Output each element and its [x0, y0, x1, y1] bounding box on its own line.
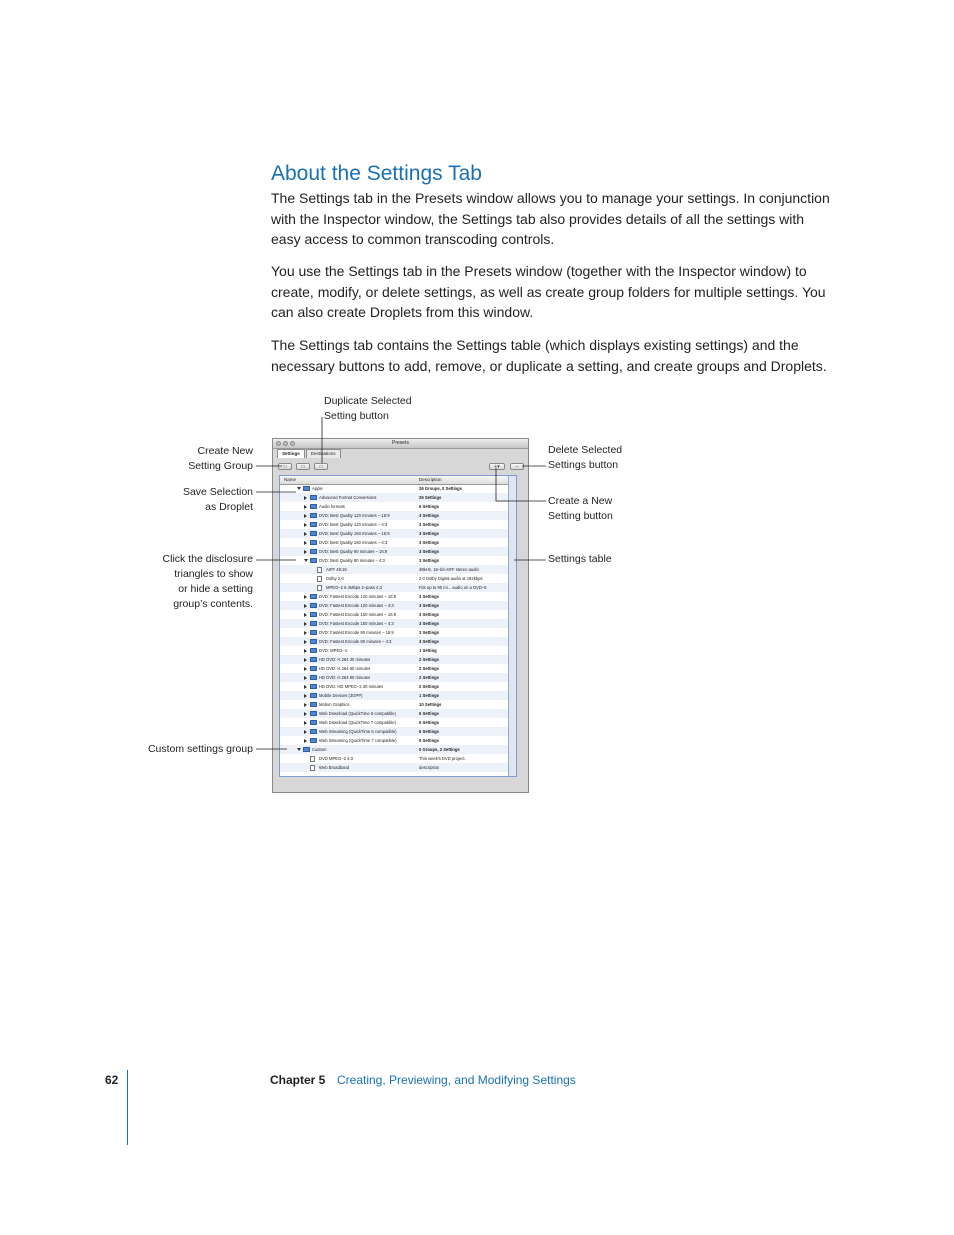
row-name: Web Broadband: [319, 765, 350, 770]
row-description: 3 Settings: [419, 612, 440, 617]
row-name: Web Streaming (QuickTime 6 compatible): [319, 729, 397, 734]
row-description: description: [419, 765, 440, 770]
row-name: DVD: Best Quality 120 minutes – 4:3: [319, 522, 388, 527]
column-description[interactable]: Description: [419, 477, 442, 482]
row-description: 3 Settings: [419, 549, 440, 554]
row-description: 26 Groups, 0 Settings: [419, 486, 463, 491]
callout-disclosure: Click the disclosure triangles to show or hide a setting group’s contents.: [162, 553, 253, 610]
row-name: DVD: Fastest Encode 120 minutes – 16:9: [319, 594, 397, 599]
row-name: DVD MPEG–2 4:3: [319, 756, 353, 761]
callout-duplicate: Duplicate Selected Setting button: [324, 395, 412, 422]
duplicate-icon: □: [319, 464, 323, 470]
row-description: 5 Settings: [419, 711, 440, 716]
row-name: DVD: Fastest Encode 90 minutes – 4:3: [319, 639, 392, 644]
row-description: 3 Settings: [419, 540, 440, 545]
row-name: HD DVD: H.264 60 minutes: [319, 666, 371, 671]
row-name: HD DVD: HD MPEG–2 30 minutes: [319, 684, 384, 689]
row-description: 5 Settings: [419, 738, 440, 743]
droplet-icon: □: [301, 464, 305, 470]
tab-settings[interactable]: Settings: [277, 449, 305, 458]
contents-paragraph: The Settings tab contains the Settings table (which displays existing settings) and the necessary buttons to add, remove, or duplicate a setting, and create groups and Droplets.: [271, 337, 827, 374]
callout-settings-table: Settings table: [548, 553, 612, 565]
row-description: 5 Settings: [419, 729, 440, 734]
callout-custom-group: Custom settings group: [147, 743, 253, 755]
intro-paragraph: The Settings tab in the Presets window allows you to manage your settings. In conjunction with the Inspector window, the Settings tab also provides details of all the settings with easy access to common transcoding controls.: [271, 190, 830, 247]
row-name: AIFF 48:16: [326, 567, 347, 572]
row-description: 3 Settings: [419, 522, 440, 527]
row-description: 3 Settings: [419, 594, 440, 599]
row-name: Web Download (QuickTime 7 compatible): [319, 720, 397, 725]
callout-delete: Delete Selected Settings button: [548, 444, 623, 471]
row-name: MPEG–2 6.4Mbps 2–pass 4:3: [326, 585, 382, 590]
row-description: 2.0 Dolby Digital audio at 192kbps: [419, 576, 483, 581]
chapter-label: Chapter 5: [270, 1073, 326, 1087]
row-description: 3 Settings: [419, 630, 440, 635]
callout-save-droplet: Save Selection as Droplet: [182, 486, 253, 513]
add-menu-icon: +▾: [494, 464, 500, 470]
row-name: HD DVD: H.264 30 minutes: [319, 657, 371, 662]
row-name: DVD: Best Quality 150 minutes – 4:3: [319, 540, 388, 545]
usage-paragraph: You use the Settings tab in the Presets window (together with the Inspector window) to create, modify, or delete settings, as well as create group folders for multiple settings. You can also create Droplets from this window.: [271, 263, 826, 320]
row-description: 2 Settings: [419, 684, 440, 689]
row-description: This week's DVD project.: [419, 756, 466, 761]
row-description: 3 Settings: [419, 558, 440, 563]
row-description: Fits up to 90 mi... audio on a DVD–5: [419, 585, 487, 590]
row-name: DVD: Best Quality 120 minutes – 16:9: [319, 513, 390, 518]
row-description: 0 Groups, 2 Settings: [419, 747, 460, 752]
row-name: Advanced Format Conversions: [319, 495, 377, 500]
chapter-title: Creating, Previewing, and Modifying Settings: [337, 1073, 576, 1087]
callout-create-group: Create New Setting Group: [188, 445, 253, 472]
row-description: 5 Settings: [419, 720, 440, 725]
row-name: Web Download (QuickTime 6 compatible): [319, 711, 397, 716]
row-description: 3 Settings: [419, 531, 440, 536]
margin-rule: [127, 1070, 128, 1145]
row-name: DVD: Best Quality 90 minutes – 4:3: [319, 558, 385, 563]
minus-icon: –: [515, 464, 519, 470]
row-description: 6 Settings: [419, 504, 440, 509]
row-description: 1 Settings: [419, 693, 440, 698]
row-name: DVD: MPEG–1: [319, 648, 348, 653]
row-name: DVD: Best Quality 90 minutes – 16:9: [319, 549, 388, 554]
row-name: DVD: Fastest Encode 120 minutes – 4:3: [319, 603, 394, 608]
row-name: HD DVD: H.264 90 minutes: [319, 675, 371, 680]
row-description: 1 Setting: [419, 648, 437, 653]
row-name: Mobile Devices (3GPP): [319, 693, 363, 698]
row-description: 2 Settings: [419, 657, 440, 662]
row-description: 2 Settings: [419, 675, 440, 680]
row-name: Dolby 2.0: [326, 576, 344, 581]
row-name: DVD: Best Quality 150 minutes – 16:9: [319, 531, 390, 536]
row-description: 10 Settings: [419, 702, 442, 707]
section-heading: About the Settings Tab: [271, 162, 482, 185]
row-name: DVD: Fastest Encode 150 minutes – 16:9: [319, 612, 397, 617]
row-description: 48kHz, 16–bit AIFF stereo audio: [419, 567, 479, 572]
page-number: 62: [105, 1073, 119, 1087]
row-name: Apple: [312, 486, 323, 491]
row-description: 2 Settings: [419, 666, 440, 671]
row-name: DVD: Fastest Encode 90 minutes – 16:9: [319, 630, 394, 635]
row-name: Audio formats: [319, 504, 345, 509]
folder-plus-icon: □: [283, 464, 287, 470]
row-name: DVD: Fastest Encode 150 minutes – 4:3: [319, 621, 394, 626]
window-title: Presets: [392, 440, 409, 446]
row-name: Web Streaming (QuickTime 7 compatible): [319, 738, 397, 743]
callout-create-setting: Create a New Setting button: [548, 495, 613, 522]
row-name: Custom: [312, 747, 327, 752]
row-description: 3 Settings: [419, 639, 440, 644]
row-description: 3 Settings: [419, 621, 440, 626]
leader-create-setting: [496, 468, 546, 501]
row-description: 3 Settings: [419, 513, 440, 518]
row-description: 3 Settings: [419, 603, 440, 608]
row-name: Motion Graphics: [319, 702, 350, 707]
row-description: 26 Settings: [419, 495, 442, 500]
tab-destinations[interactable]: Destinations: [306, 449, 341, 458]
column-name[interactable]: Name: [284, 477, 297, 482]
